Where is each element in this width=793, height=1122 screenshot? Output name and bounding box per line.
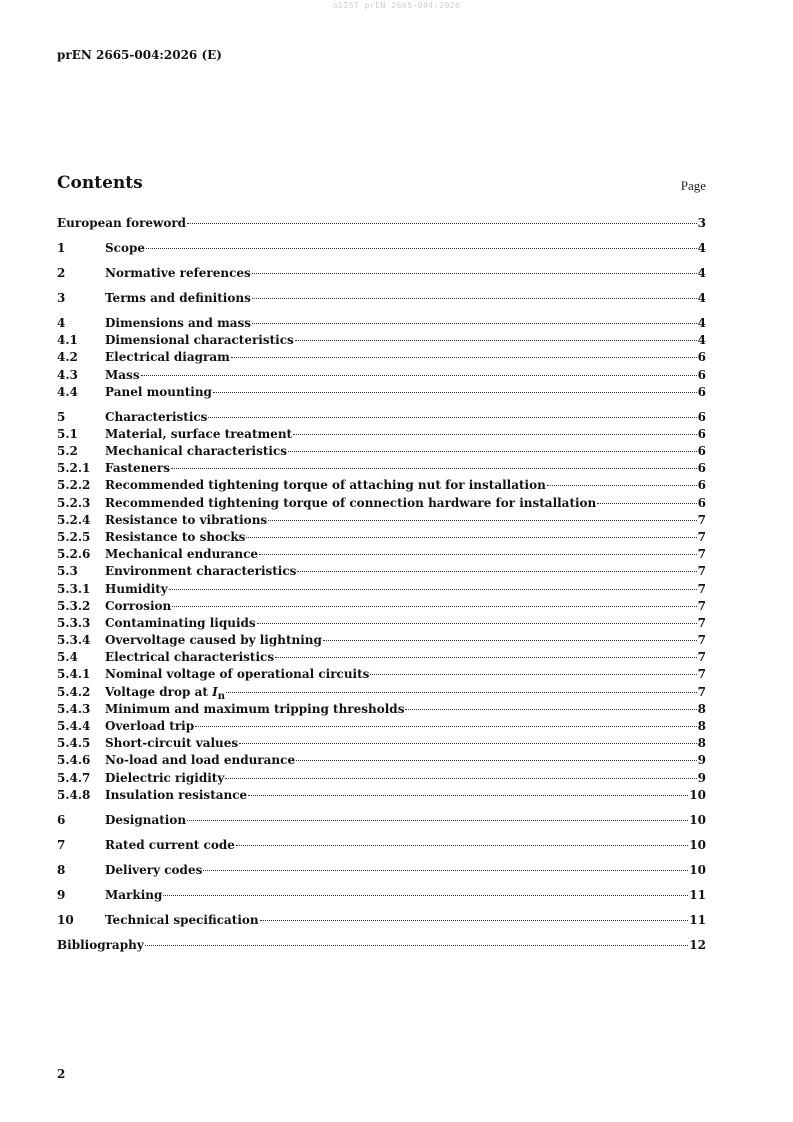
toc-entry-title (105, 912, 259, 929)
toc-entry-number: 5.3 (57, 564, 78, 579)
dot-leader (597, 503, 696, 504)
toc-entry-title-text: Insulation resistance (105, 787, 248, 802)
dot-leader (239, 743, 696, 744)
toc-entry-number: 4.3 (57, 367, 78, 382)
toc-entry-title (105, 443, 287, 460)
toc-entry-title (105, 632, 322, 649)
dot-leader (296, 760, 697, 761)
toc-entry-page: 7 (697, 547, 706, 562)
toc-entry-page: 10 (689, 787, 706, 802)
toc-entry[interactable] (57, 265, 706, 282)
toc-entry-number: 5.3.1 (57, 581, 91, 596)
toc-entry-symbol: I (212, 684, 218, 699)
toc-entry-title (105, 315, 251, 332)
dot-leader (257, 623, 697, 624)
toc-entry-page: 4 (697, 265, 706, 280)
toc-entry[interactable] (57, 409, 706, 426)
toc-entry-title-text: Minimum and maximum tripping thresholds (105, 701, 405, 716)
toc-entry-page: 4 (697, 240, 706, 255)
toc-entry-number: 5.4.8 (57, 787, 91, 802)
toc-entry-page: 7 (697, 667, 706, 682)
toc-entry-page: 4 (697, 290, 706, 305)
toc-entry-title (105, 265, 251, 282)
toc-entry-title (105, 581, 168, 598)
page-number: 2 (57, 1067, 66, 1081)
toc-entry-title (105, 546, 258, 563)
toc-entry[interactable] (57, 752, 706, 769)
toc-entry-page: 10 (689, 812, 706, 827)
dot-leader (226, 692, 697, 693)
document-id-header: prEN 2665-004:2026 (E) (57, 48, 222, 62)
toc-entry-page: 11 (689, 887, 706, 902)
toc-entry[interactable] (57, 290, 706, 307)
dot-leader (323, 640, 697, 641)
toc-entry-title (105, 426, 292, 443)
toc-entry-page: 7 (697, 633, 706, 648)
toc-entry-number: 4 (57, 315, 66, 330)
toc-entry-title-text: Mechanical characteristics (105, 444, 288, 459)
watermark: oSIST prEN 2665-004:2026 (332, 1, 461, 10)
contents-title: Contents (57, 173, 143, 193)
toc-entry-title-text: Normative references (105, 265, 251, 280)
toc-entry-number: 5.4.2 (57, 684, 91, 699)
toc-entry-number: 2 (57, 265, 66, 280)
dot-leader (141, 375, 697, 376)
toc-entry-number: 7 (57, 837, 66, 852)
toc-entry[interactable] (57, 426, 706, 443)
toc-entry-title-text: Terms and definitions (105, 290, 251, 305)
toc-entry-page: 4 (697, 315, 706, 330)
toc-entry-title (105, 787, 247, 804)
toc-entry-page: 6 (697, 426, 706, 441)
toc-entry-number: 6 (57, 812, 66, 827)
toc-entry[interactable] (57, 701, 706, 718)
toc-entry-number: 5.1 (57, 426, 78, 441)
toc-entry-title-text: Resistance to shocks (105, 529, 246, 544)
toc-entry-title (105, 460, 170, 477)
toc-entry-title (57, 937, 144, 954)
toc-entry-title-text: Recommended tightening torque of connection hardware for installation (105, 495, 597, 510)
toc-entry-number: 5.4.5 (57, 736, 91, 751)
toc-entry[interactable] (57, 837, 706, 854)
toc-entry-page: 7 (697, 564, 706, 579)
toc-entry-title (105, 752, 295, 769)
toc-entry-title-text: Panel mounting (105, 384, 212, 399)
toc-entry-title-text: Nominal voltage of operational circuits (105, 667, 370, 682)
toc-entry[interactable] (57, 632, 706, 649)
toc-entry-number: 4.1 (57, 333, 78, 348)
toc-entry-page: 7 (697, 581, 706, 596)
toc-entry-title (105, 812, 186, 829)
toc-entry[interactable] (57, 684, 706, 701)
toc-entry-title (105, 495, 596, 512)
toc-entry-title (105, 837, 235, 854)
toc-entry[interactable] (57, 581, 706, 598)
toc-entry-number: 10 (57, 912, 74, 927)
toc-entry-title (57, 215, 186, 232)
toc-entry[interactable] (57, 649, 706, 666)
toc-entry-page: 8 (697, 701, 706, 716)
dot-leader (547, 485, 697, 486)
toc-entry-title-text: Overvoltage caused by lightning (105, 633, 322, 648)
toc-entry-number: 5.4.3 (57, 701, 91, 716)
toc-entry-number: 1 (57, 240, 66, 255)
toc-entry-title-text: European foreword (57, 216, 187, 230)
toc-entry-title (105, 240, 145, 257)
toc-entry-title-text: Rated current code (105, 837, 235, 852)
toc-entry-page: 6 (697, 384, 706, 399)
toc-entry-page: 10 (689, 837, 706, 852)
dot-leader (293, 434, 697, 435)
toc-entry[interactable] (57, 512, 706, 529)
toc-entry-title (105, 367, 140, 384)
toc-entry-number: 5.4 (57, 650, 78, 665)
toc-entry-title-text: Short-circuit values (105, 736, 239, 751)
toc-entry-title (105, 598, 171, 615)
dot-leader (268, 520, 696, 521)
toc-entry-title-text: Dimensional characteristics (105, 333, 294, 348)
toc-entry-number: 5.3.3 (57, 615, 91, 630)
toc-entry-page: 6 (697, 478, 706, 493)
dot-leader (171, 468, 697, 469)
toc-entry[interactable] (57, 240, 706, 257)
toc-entry-title-text: Mechanical endurance (105, 547, 259, 562)
toc-entry[interactable] (57, 215, 706, 232)
toc-entry-title (105, 701, 404, 718)
toc-entry-title (105, 887, 162, 904)
toc-entry-number: 5.3.4 (57, 633, 91, 648)
page-column-label: Page (680, 178, 706, 193)
toc-entry-page: 7 (697, 650, 706, 665)
toc-entry[interactable] (57, 563, 706, 580)
toc-entry[interactable] (57, 735, 706, 752)
toc-entry-page: 7 (697, 529, 706, 544)
toc-entry-number: 5.4.1 (57, 667, 91, 682)
dot-leader (295, 340, 697, 341)
toc-entry-title-text: Delivery codes (105, 862, 203, 877)
toc-entry-number: 5.4.6 (57, 753, 91, 768)
toc-entry-number: 4.4 (57, 384, 78, 399)
toc-entry-title-text: Electrical diagram (105, 350, 230, 365)
toc-entry-number: 5.2.2 (57, 478, 91, 493)
toc-entry[interactable] (57, 349, 706, 366)
toc-entry-title-text: Fasteners (105, 461, 171, 476)
toc-entry-page: 6 (697, 367, 706, 382)
toc-entry-number: 5.2.3 (57, 495, 91, 510)
toc-entry-number: 9 (57, 887, 66, 902)
toc-entry-page: 4 (697, 333, 706, 348)
toc-entry-page: 7 (697, 512, 706, 527)
toc-entry-page: 6 (697, 409, 706, 424)
toc-entry-title-text: Contaminating liquids (105, 615, 256, 630)
dot-leader (187, 820, 688, 821)
dot-leader (246, 537, 696, 538)
toc-entry-subscript: n (217, 690, 225, 702)
toc-entry-number: 3 (57, 290, 66, 305)
toc-entry-page: 8 (697, 719, 706, 734)
toc-entry-page: 3 (697, 216, 706, 230)
toc-entry[interactable] (57, 666, 706, 683)
dot-leader (145, 945, 689, 946)
dot-leader (405, 709, 696, 710)
toc-entry-number: 5.4.7 (57, 770, 91, 785)
toc-entry-title-text: Dielectric rigidity (105, 770, 225, 785)
toc-entry-title-text: Material, surface treatment (105, 426, 293, 441)
toc-entry[interactable] (57, 770, 706, 787)
toc-entry-title (105, 512, 267, 529)
toc-entry-page: 9 (697, 753, 706, 768)
dot-leader (259, 554, 697, 555)
toc-entry-number: 8 (57, 862, 66, 877)
toc-entry-title-text: Humidity (105, 581, 168, 596)
dot-leader (252, 273, 697, 274)
toc-entry-page: 7 (697, 684, 706, 699)
toc-entry-title-text: Recommended tightening torque of attaching nut for installation (105, 478, 546, 493)
toc-entry-title (105, 384, 212, 401)
toc-entry-title (105, 862, 202, 879)
toc-entry-number: 5.3.2 (57, 598, 91, 613)
toc-entry-title (105, 615, 256, 632)
toc-entry-title (105, 770, 224, 787)
dot-leader (169, 589, 697, 590)
toc-entry-title-text: Bibliography (57, 937, 144, 952)
toc-entry[interactable] (57, 443, 706, 460)
toc-entry-page: 11 (689, 912, 706, 927)
toc-entry-title (105, 563, 296, 580)
dot-leader (225, 778, 696, 779)
dot-leader (248, 795, 688, 796)
toc-entry-title-text: Resistance to vibrations (105, 512, 268, 527)
toc-entry-title-text: Mass (105, 367, 140, 382)
dot-leader (252, 298, 697, 299)
table-of-contents (57, 215, 706, 954)
dot-leader (370, 674, 696, 675)
toc-entry-page: 7 (697, 615, 706, 630)
toc-entry[interactable] (57, 460, 706, 477)
toc-entry-number: 5.2.5 (57, 529, 91, 544)
toc-entry[interactable] (57, 546, 706, 563)
toc-entry-number: 5.2.6 (57, 547, 91, 562)
toc-entry-number: 4.2 (57, 350, 78, 365)
toc-entry-title-text: Characteristics (105, 409, 208, 424)
dot-leader (288, 451, 697, 452)
toc-entry[interactable] (57, 787, 706, 804)
toc-entry-title-text: Designation (105, 812, 187, 827)
toc-entry-title-text: Dimensions and mass (105, 315, 252, 330)
toc-entry[interactable] (57, 367, 706, 384)
toc-entry[interactable] (57, 529, 706, 546)
toc-entry-number: 5.2 (57, 444, 78, 459)
toc-entry[interactable] (57, 887, 706, 904)
toc-entry[interactable] (57, 495, 706, 512)
dot-leader (208, 417, 696, 418)
toc-entry-title-text: Marking (105, 887, 163, 902)
dot-leader (213, 392, 697, 393)
dot-leader (252, 323, 697, 324)
toc-entry-title-text: No-load and load endurance (105, 753, 296, 768)
toc-entry[interactable] (57, 332, 706, 349)
toc-entry[interactable] (57, 937, 706, 954)
toc-entry-title (105, 477, 546, 494)
toc-entry-number: 5.4.4 (57, 719, 91, 734)
toc-entry-number: 5.2.1 (57, 461, 91, 476)
toc-entry-title-text: Technical specification (105, 912, 259, 927)
toc-entry-title-text: Overload trip (105, 719, 195, 734)
toc-entry-page: 6 (697, 350, 706, 365)
toc-entry[interactable] (57, 315, 706, 332)
toc-entry-title (105, 649, 274, 666)
toc-entry[interactable] (57, 598, 706, 615)
toc-entry[interactable] (57, 812, 706, 829)
toc-entry-title-text: Scope (105, 240, 146, 255)
dot-leader (260, 920, 689, 921)
toc-entry-page: 8 (697, 736, 706, 751)
toc-entry-page: 6 (697, 495, 706, 510)
dot-leader (195, 726, 697, 727)
dot-leader (187, 223, 697, 224)
toc-entry[interactable] (57, 384, 706, 401)
toc-entry[interactable] (57, 615, 706, 632)
dot-leader (146, 248, 697, 249)
toc-entry-title (105, 332, 294, 349)
toc-entry-page: 9 (697, 770, 706, 785)
dot-leader (163, 895, 688, 896)
dot-leader (172, 606, 696, 607)
toc-entry-number: 5.2.4 (57, 512, 91, 527)
toc-entry-title (105, 735, 238, 752)
toc-entry-title-text: Electrical characteristics (105, 650, 275, 665)
toc-entry-title (105, 718, 194, 735)
toc-entry-page: 7 (697, 598, 706, 613)
toc-entry-page: 6 (697, 444, 706, 459)
toc-entry-number: 5 (57, 409, 66, 424)
toc-entry-title (105, 349, 230, 366)
toc-entry[interactable] (57, 912, 706, 929)
toc-entry-page: 6 (697, 461, 706, 476)
dot-leader (203, 870, 688, 871)
toc-entry-title-text: Corrosion (105, 598, 172, 613)
toc-entry-page: 12 (689, 937, 706, 952)
toc-entry[interactable] (57, 862, 706, 879)
toc-entry-title (105, 666, 369, 683)
toc-entry-title (105, 529, 245, 546)
toc-entry[interactable] (57, 718, 706, 735)
toc-entry-title-text: Voltage drop at (105, 684, 213, 699)
toc-entry-title (105, 290, 251, 307)
toc-entry-title-text: Environment characteristics (105, 564, 297, 579)
toc-entry-page: 10 (689, 862, 706, 877)
toc-entry[interactable] (57, 477, 706, 494)
dot-leader (297, 571, 696, 572)
dot-leader (236, 845, 688, 846)
dot-leader (231, 357, 697, 358)
dot-leader (275, 657, 697, 658)
toc-entry-title (105, 409, 207, 426)
